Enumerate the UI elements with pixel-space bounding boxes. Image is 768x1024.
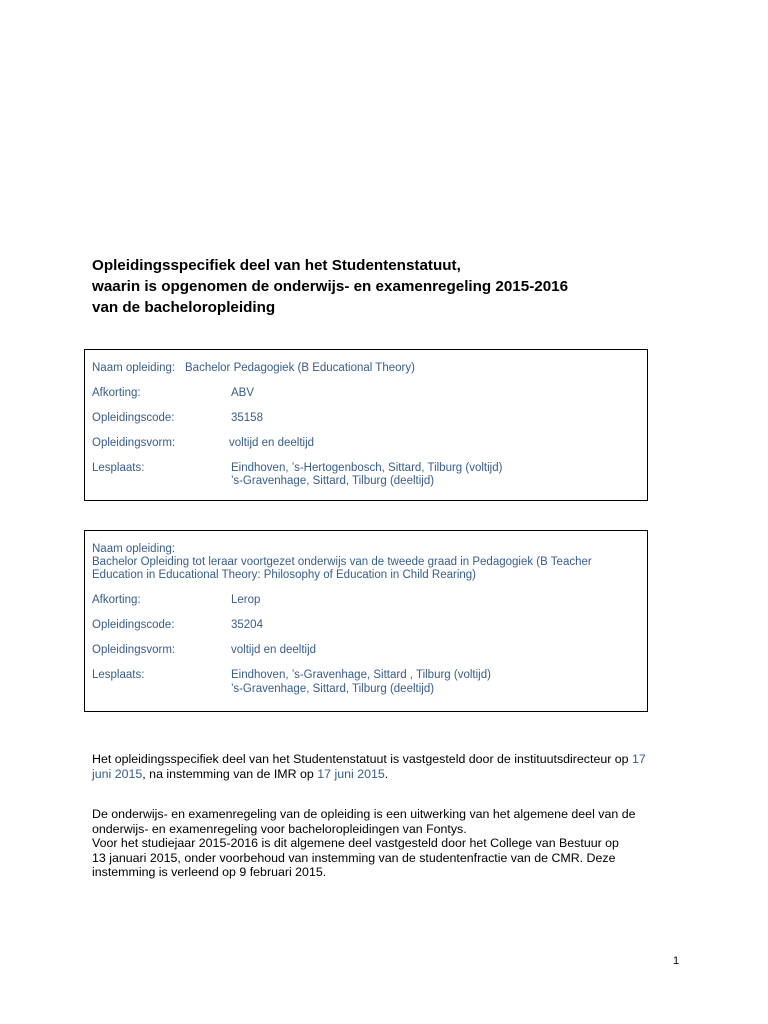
adoption-date-part: juni 2015 [92, 766, 143, 781]
document-title [92, 255, 712, 318]
location-label: Lesplaats: [92, 462, 145, 474]
abbreviation-value: Lerop [231, 594, 261, 606]
location-label: Lesplaats: [92, 669, 145, 681]
name-value-line-1: Bachelor Opleiding tot leraar voortgezet onderwijs van de tweede graad in Pedagogiek (B Teacher [92, 556, 592, 568]
adoption-text: , na instemming van de IMR op [142, 766, 318, 781]
abbreviation-label: Afkorting: [92, 594, 141, 606]
program-code-label: Opleidingscode: [92, 412, 175, 424]
name-label: Naam opleiding: [92, 362, 176, 374]
program-info-box-2 [84, 530, 648, 712]
program-info-box-1 [84, 349, 648, 501]
regulation-line-1: De onderwijs- en examenregeling van de opleiding is een uitwerking van het algemene deel van de [92, 807, 636, 821]
program-code-label: Opleidingscode: [92, 619, 175, 631]
page-number: 1 [673, 955, 680, 967]
name-value: Bachelor Pedagogiek (B Educational Theory) [185, 362, 415, 374]
program-form-label: Opleidingsvorm: [92, 644, 176, 656]
regulation-line-2: onderwijs- en examenregeling voor bacheloropleidingen van Fontys. [92, 821, 467, 836]
program-form-value: voltijd en deeltijd [229, 437, 315, 449]
adoption-text: Het opleidingsspecifiek deel van het Studentenstatuut is vastgesteld door de instituutsdirecteur op [92, 752, 633, 766]
adoption-line-1 [92, 752, 682, 767]
program-form-label: Opleidingsvorm: [92, 437, 176, 449]
regulation-line-5: instemming is verleend op 9 februari 2015. [92, 865, 327, 879]
abbreviation-value: ABV [231, 387, 255, 399]
regulation-line-3: Voor het studiejaar 2015-2016 is dit algemene deel vastgesteld door het College van Bestuur op [92, 836, 619, 850]
regulation-line-4: 13 januari 2015, onder voorbehoud van instemming van de studentenfractie van de CMR. Deze [92, 850, 616, 865]
location-line-2: ’s-Gravenhage, Sittard, Tilburg (deeltijd) [231, 475, 435, 487]
name-label: Naam opleiding: [92, 543, 176, 555]
abbreviation-label: Afkorting: [92, 387, 141, 399]
location-line-1: Eindhoven, ’s-Hertogenbosch, Sittard, Tilburg (voltijd) [231, 462, 503, 474]
adoption-paragraph [92, 752, 682, 781]
name-value-line-2: Education in Educational Theory: Philosophy of Education in Child Rearing) [92, 569, 476, 581]
title-line-2: waarin is opgenomen de onderwijs- en examenregeling 2015-2016 [92, 278, 569, 295]
imr-consent-date: 17 juni 2015 [317, 766, 385, 781]
adoption-line-2 [92, 767, 682, 782]
program-code-value: 35158 [231, 412, 263, 424]
adoption-text: . [384, 766, 389, 781]
location-line-1: Eindhoven, ’s-Gravenhage, Sittard , Tilburg (voltijd) [231, 669, 491, 681]
title-line-1: Opleidingsspecifiek deel van het Studentenstatuut, [92, 257, 461, 274]
regulation-paragraph [92, 807, 682, 880]
program-code-value: 35204 [231, 619, 263, 631]
program-form-value: voltijd en deeltijd [231, 644, 317, 656]
adoption-date-part: 17 [632, 752, 646, 766]
title-line-3: van de bacheloropleiding [92, 299, 276, 316]
location-line-2: ’s-Gravenhage, Sittard, Tilburg (deeltijd) [231, 683, 435, 695]
